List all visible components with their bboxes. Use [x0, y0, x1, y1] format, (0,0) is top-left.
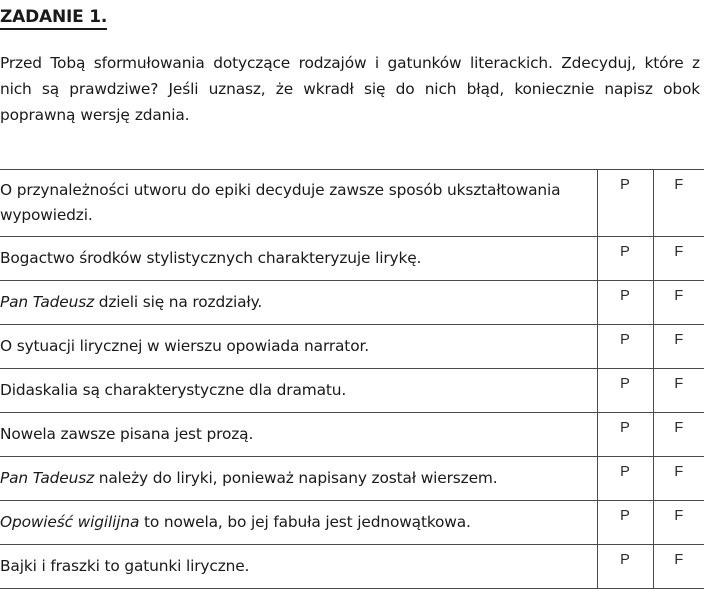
work-title: Pan Tadeusz [0, 468, 95, 487]
answer-false-cell[interactable]: F [653, 281, 704, 325]
statement-text: to nowela, bo jej fabuła jest jednowątkowa. [139, 512, 471, 531]
task-heading-label: ZADANIE 1. [0, 7, 107, 30]
answer-false-cell[interactable]: F [653, 325, 704, 369]
table-row [0, 237, 704, 281]
statements-table [0, 169, 704, 589]
table-row [0, 457, 704, 501]
statement-text: dzieli się na rozdziały. [94, 292, 263, 311]
statement-cell [0, 457, 597, 501]
work-title: Pan Tadeusz [0, 292, 95, 311]
table-row [0, 325, 704, 369]
statement-cell: Bajki i fraszki to gatunki liryczne. [0, 545, 597, 589]
table-row [0, 170, 704, 237]
answer-false-cell[interactable]: F [653, 237, 704, 281]
table-row [0, 369, 704, 413]
answer-true-cell[interactable]: P [597, 501, 653, 545]
answer-false-cell[interactable]: F [653, 413, 704, 457]
answer-true-cell[interactable]: P [597, 457, 653, 501]
table-row [0, 501, 704, 545]
answer-true-cell[interactable]: P [597, 170, 653, 237]
answer-false-cell[interactable]: F [653, 170, 704, 237]
answer-false-cell[interactable]: F [653, 545, 704, 589]
answer-false-cell[interactable]: F [653, 457, 704, 501]
statement-cell: O sytuacji lirycznej w wierszu opowiada narrator. [0, 325, 597, 369]
answer-false-cell[interactable]: F [653, 369, 704, 413]
task-instructions-text: Przed Tobą sformułowania dotyczące rodzajów i gatunków literackich. Zdecyduj, które z nich są prawdziwe? Jeśli uznasz, że wkradł się do nich błąd, koniecznie napisz obok poprawną wersję zdania. [0, 54, 700, 124]
statement-cell: O przynależności utworu do epiki decyduje zawsze sposób ukształtowania wypowiedzi. [0, 170, 597, 237]
statement-cell [0, 281, 597, 325]
statements-table-body [0, 170, 704, 589]
statement-text: należy do liryki, ponieważ napisany został wierszem. [94, 468, 498, 487]
answer-true-cell[interactable]: P [597, 413, 653, 457]
answer-true-cell[interactable]: P [597, 281, 653, 325]
statement-cell: Nowela zawsze pisana jest prozą. [0, 413, 597, 457]
answer-true-cell[interactable]: P [597, 545, 653, 589]
task-heading [0, 6, 107, 28]
answer-true-cell[interactable]: P [597, 237, 653, 281]
statement-cell: Bogactwo środków stylistycznych charakteryzuje lirykę. [0, 237, 597, 281]
answer-true-cell[interactable]: P [597, 369, 653, 413]
answer-false-cell[interactable]: F [653, 501, 704, 545]
statement-cell [0, 501, 597, 545]
table-row [0, 281, 704, 325]
table-row [0, 413, 704, 457]
work-title: Opowieść wigilijna [0, 512, 140, 531]
table-row [0, 545, 704, 589]
answer-true-cell[interactable]: P [597, 325, 653, 369]
task-instructions [0, 50, 700, 128]
statement-cell: Didaskalia są charakterystyczne dla dramatu. [0, 369, 597, 413]
